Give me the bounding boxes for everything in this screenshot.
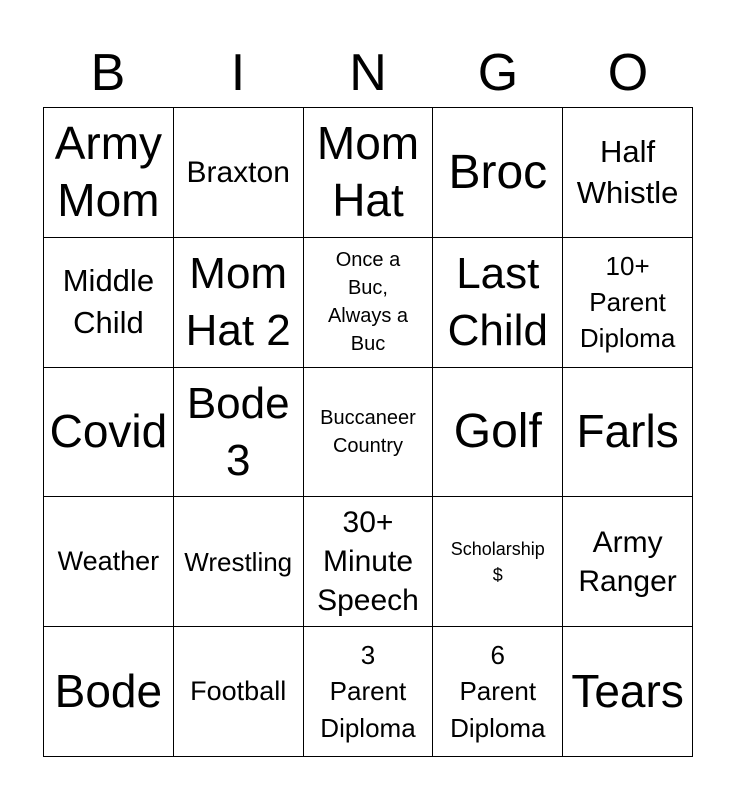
cell-label: Farls: [576, 405, 679, 458]
bingo-cell[interactable]: [563, 627, 693, 757]
bingo-cell[interactable]: [433, 108, 563, 238]
cell-label: Tears: [571, 664, 684, 717]
bingo-cell[interactable]: [563, 368, 693, 498]
cell-label: 30+ Minute Speech: [317, 506, 419, 618]
header-letter-b: B: [90, 44, 126, 102]
cell-label: Braxton: [186, 155, 290, 189]
bingo-cell[interactable]: [433, 627, 563, 757]
cell-label: Middle Child: [62, 263, 155, 341]
bingo-header: [43, 42, 693, 104]
cell-label: Mom Hat: [316, 116, 420, 227]
cell-label: Buccaneer Country: [320, 406, 416, 457]
bingo-cell[interactable]: [174, 368, 304, 498]
bingo-cell[interactable]: [304, 368, 434, 498]
cell-label: Bode 3: [186, 378, 290, 485]
bingo-cell[interactable]: [174, 497, 304, 627]
header-letter-i: I: [230, 44, 246, 102]
bingo-cell[interactable]: [174, 627, 304, 757]
bingo-cell[interactable]: [44, 627, 174, 757]
cell-label: Wrestling: [184, 546, 293, 577]
cell-label: Covid: [49, 405, 168, 458]
header-letter-n: N: [349, 44, 387, 102]
cell-label: 3 Parent Diploma: [320, 640, 416, 743]
cell-label: Scholarship $: [450, 538, 545, 585]
cell-label: Last Child: [447, 249, 548, 356]
bingo-cell[interactable]: [563, 497, 693, 627]
bingo-cell[interactable]: [174, 238, 304, 368]
bingo-cell[interactable]: [304, 238, 434, 368]
cell-label: Bode: [54, 664, 163, 717]
bingo-board: [43, 107, 693, 757]
cell-label: Once a Buc, Always a Buc: [327, 249, 408, 356]
bingo-cell[interactable]: [174, 108, 304, 238]
bingo-cell[interactable]: [44, 108, 174, 238]
bingo-cell[interactable]: [44, 368, 174, 498]
cell-label: Broc: [448, 145, 548, 199]
cell-label: Mom Hat 2: [185, 249, 291, 356]
bingo-cell[interactable]: [433, 368, 563, 498]
cell-label: Army Mom: [54, 116, 163, 227]
bingo-cell[interactable]: [433, 238, 563, 368]
bingo-cell[interactable]: [563, 108, 693, 238]
bingo-cell[interactable]: [44, 238, 174, 368]
cell-label: Half Whistle: [576, 133, 679, 211]
cell-label: 6 Parent Diploma: [450, 640, 546, 743]
bingo-cell[interactable]: [44, 497, 174, 627]
cell-label: Weather: [57, 546, 160, 577]
cell-label: Army Ranger: [578, 525, 677, 598]
cell-label: Golf: [453, 405, 542, 459]
cell-label: 10+ Parent Diploma: [579, 250, 676, 354]
cell-label: Football: [190, 675, 287, 706]
header-letter-g: G: [477, 44, 519, 102]
bingo-cell[interactable]: [563, 238, 693, 368]
bingo-cell[interactable]: [304, 497, 434, 627]
bingo-cell[interactable]: [304, 627, 434, 757]
header-letter-o: O: [607, 44, 649, 102]
bingo-cell[interactable]: [433, 497, 563, 627]
bingo-cell[interactable]: [304, 108, 434, 238]
